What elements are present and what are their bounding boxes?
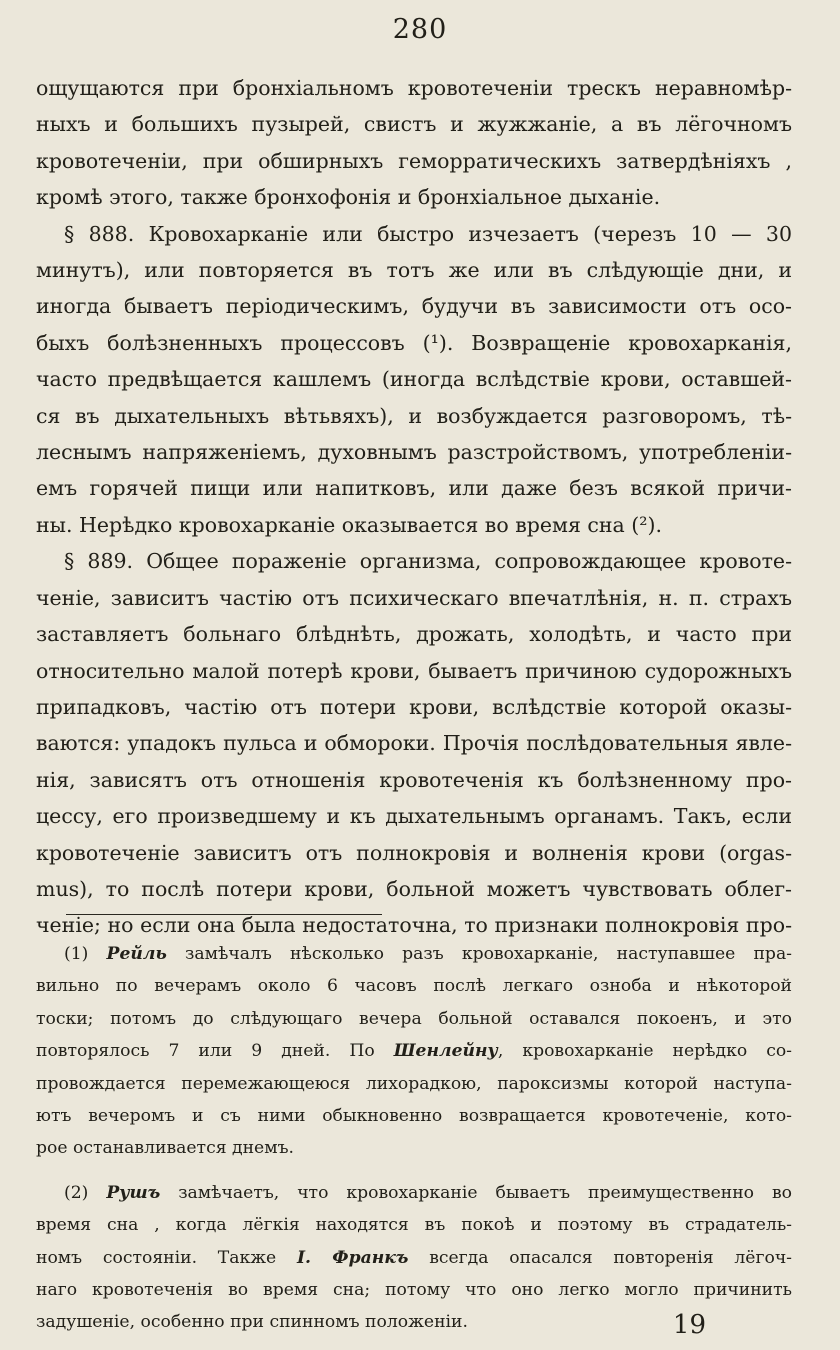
text-line: ченіе; но если она была недостаточна, то признаки полнокровія про- xyxy=(36,913,792,938)
text-line: цессу, его произведшему и къ дыхательнымъ органамъ. Такъ, если xyxy=(36,804,792,829)
footnote-marker: (1) xyxy=(64,944,89,964)
footnote-1-line: рое останавливается днемъ. xyxy=(36,1138,294,1159)
footnote-2-line: задушеніе, особенно при спинномъ положеніи. xyxy=(36,1312,468,1333)
footnote-text: номъ состояніи. Также xyxy=(36,1247,277,1268)
text-line: ныхъ и большихъ пузырей, свистъ и жужжаніе, а въ лёгочномъ xyxy=(36,112,792,137)
footnote-author: Рейль xyxy=(106,944,167,964)
text-line: нія, зависятъ отъ отношенія кровотеченія къ болѣзненному про- xyxy=(36,767,792,792)
footnote-1-line: вильно по вечерамъ около 6 часовъ послѣ легкаго озноба и нѣкоторой xyxy=(36,976,792,997)
text-line: часто предвѣщается кашлемъ (иногда вслѣдствіе крови, оставшей- xyxy=(36,367,792,392)
footnote-1-line xyxy=(36,938,792,970)
footnote-1-line xyxy=(36,1035,792,1067)
text-line: минутъ), или повторяется въ тотъ же или въ слѣдующіе дни, и xyxy=(36,258,792,283)
text-line: ся въ дыхательныхъ вѣтьвяхъ), и возбуждается разговоромъ, тѣ- xyxy=(36,403,792,428)
footnote-text: замѣчаетъ, что кровохарканіе бываетъ преимущественно во xyxy=(178,1182,792,1203)
footnote-text: , кровохарканіе нерѣдко со- xyxy=(497,1041,792,1062)
signature-mark: 19 xyxy=(672,1310,706,1340)
footnote-text: повторялось 7 или 9 дней. По xyxy=(36,1041,375,1062)
footnote-divider xyxy=(66,914,382,915)
text-line: заставляетъ больнаго блѣднѣть, дрожать, холодѣть, и часто при xyxy=(36,622,792,647)
text-line: припадковъ, частію отъ потери крови, вслѣдствіе которой оказы- xyxy=(36,694,792,719)
text-line: ны. Нерѣдко кровохарканіе оказывается во время сна (²). xyxy=(36,512,663,537)
footnote-text: замѣчалъ нѣсколько разъ кровохарканіе, наступавшее пра- xyxy=(185,944,792,964)
text-line: относительно малой потерѣ крови, бываетъ причиною судорожныхъ xyxy=(36,658,792,683)
text-line: леснымъ напряженіемъ, духовнымъ разстройствомъ, употребленіи- xyxy=(36,440,792,465)
footnote-author: Рушъ xyxy=(106,1182,161,1203)
text-line: кровотеченіе зависитъ отъ полнокровія и волненія крови (orgas- xyxy=(36,840,792,865)
section-888-start: § 888. Кровохарканіе или быстро изчезаетъ (черезъ 10 — 30 xyxy=(64,221,792,246)
footnote-1-line: ютъ вечеромъ и съ ними обыкновенно возвращается кровотеченіе, кото- xyxy=(36,1106,792,1127)
footnote-2-line: время сна , когда лёгкія находятся въ покоѣ и поэтому въ страдатель- xyxy=(36,1215,792,1236)
text-line: ваются: упадокъ пульса и обмороки. Прочія послѣдовательныя явле- xyxy=(36,731,792,756)
text-line: кромѣ этого, также бронхофонія и бронхіальное дыханіе. xyxy=(36,185,661,210)
main-text xyxy=(36,70,792,944)
footnote-author: Шенлейну xyxy=(393,1041,498,1062)
text-line: mus), то послѣ потери крови, больной можетъ чувствовать облег- xyxy=(36,876,792,901)
text-line: ченіе, зависитъ частію отъ психическаго впечатлѣнія, н. п. страхъ xyxy=(36,585,792,610)
footnote-marker: (2) xyxy=(64,1182,89,1203)
text-line: ощущаются при бронхіальномъ кровотеченіи трескъ неравномѣр- xyxy=(36,76,792,100)
footnote-1-line: провождается перемежающеюся лихорадкою, пароксизмы которой наступа- xyxy=(36,1073,792,1094)
text-line: иногда бываетъ періодическимъ, будучи въ зависимости отъ осо- xyxy=(36,294,792,319)
footnote-author: І. Франкъ xyxy=(297,1247,409,1268)
text-line: быхъ болѣзненныхъ процессовъ (¹). Возвращеніе кровохарканія, xyxy=(36,330,792,355)
footnote-2-line xyxy=(36,1242,792,1274)
footnote-2-line: наго кровотеченія во время сна; потому что оно легко могло причинить xyxy=(36,1280,792,1301)
text-line: кровотеченіи, при обширныхъ геморратическихъ затвердѣніяхъ , xyxy=(36,148,792,173)
section-889-start: § 889. Общее пораженіе организма, сопровождающее кровоте- xyxy=(64,549,792,574)
text-line: емъ горячей пищи или напитковъ, или даже безъ всякой причи- xyxy=(36,476,792,501)
page-number: 280 xyxy=(392,14,448,45)
footnote-text: всегда опасался повторенія лёгоч- xyxy=(429,1247,792,1268)
footnote-2-line xyxy=(36,1177,792,1209)
footnotes xyxy=(36,938,792,1339)
footnote-1-line: тоски; потомъ до слѣдующаго вечера больной оставался покоенъ, и это xyxy=(36,1008,792,1029)
